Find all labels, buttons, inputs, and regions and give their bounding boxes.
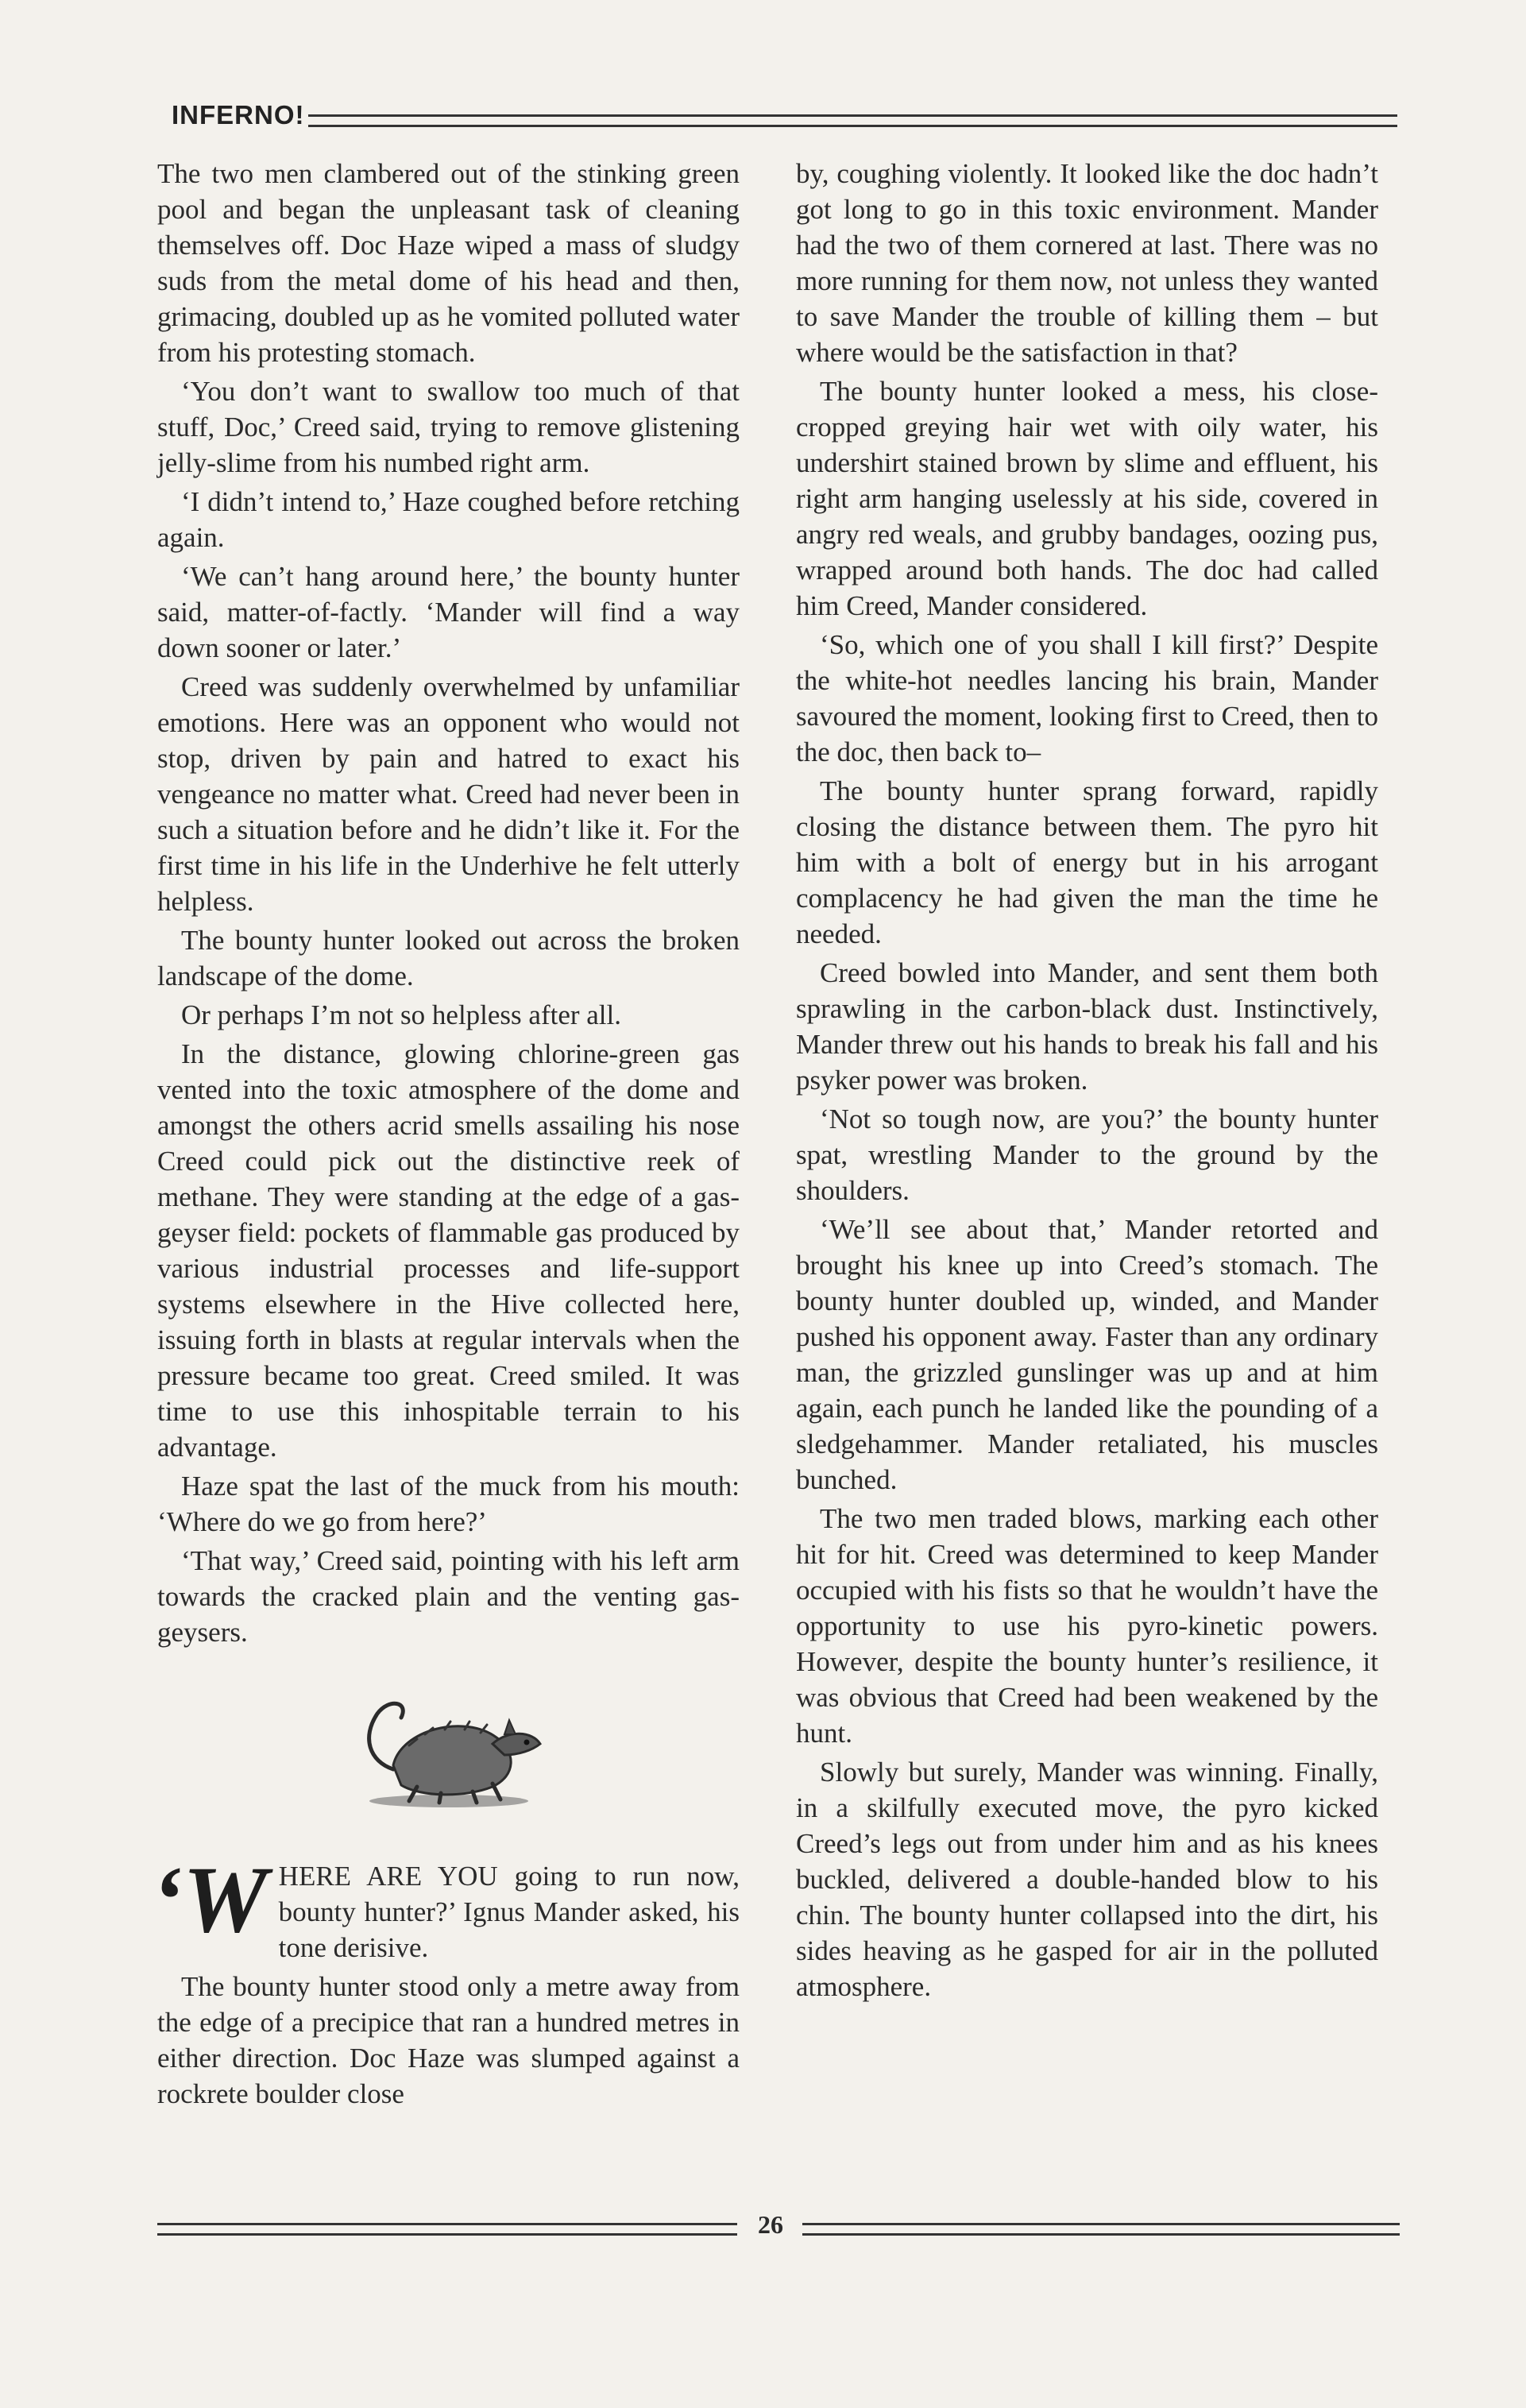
rat-illustration-icon: [346, 1682, 552, 1817]
page-number: 26: [758, 2210, 783, 2239]
paragraph: Creed bowled into Mander, and sent them both sprawling in the carbon-black dust. Instinctively, Mander threw out his hands to break his fall and his psyker power was broken.: [796, 957, 1378, 1096]
running-header-title: INFERNO!: [172, 100, 305, 129]
paragraph: ‘You don’t want to swallow too much of that stuff, Doc,’ Creed said, trying to remove glistening jelly-slime from his numbed right arm.: [157, 376, 740, 478]
paragraph: by, coughing violently. It looked like the doc hadn’t got long to go in this toxic environment. Mander had the two of them cornered at last. There was no more running for them now, not unless they wanted to save Mander the trouble of killing them – but where would be the satisfaction in that?: [796, 158, 1378, 368]
paragraph: The bounty hunter looked a mess, his close-cropped greying hair wet with oily water, his undershirt stained brown by slime and effluent, his right arm hanging uselessly at his side, covered in angry red weals, and grubby bandages, oozing pus, wrapped around both hands. The doc had called him Creed, Mander considered.: [796, 376, 1378, 621]
paragraph: ‘I didn’t intend to,’ Haze coughed before retching again.: [157, 486, 740, 553]
paragraph-italic-thought: Or perhaps I’m not so helpless after all.: [181, 999, 622, 1030]
paragraph: The two men clambered out of the stinking green pool and began the unpleasant task of cleaning themselves off. Doc Haze wiped a mass of sludgy suds from the metal dome of his head and then, grimacing, doubled up as he vomited polluted water from his protesting stomach.: [157, 158, 740, 368]
footer-rule-left: [157, 2223, 737, 2236]
drop-cap-letter: ‘W: [151, 1846, 268, 1952]
paragraph: The bounty hunter sprang forward, rapidly closing the distance between them. The pyro hit him with a bolt of energy but in his arrogant complacency he had given the man the time he needed.: [796, 775, 1378, 949]
paragraph: In the distance, glowing chlorine-green gas vented into the toxic atmosphere of the dome and amongst the others acrid smells assailing his nose Creed could pick out the distinctive reek of methane. They were standing at the edge of a gas-geyser field: pockets of flammable gas produced by various industrial processes and life-support systems elsewhere in the Hive collected here, issuing forth in blasts at regular intervals when the pressure became too great. Creed smiled. It was time to use this inhospitable terrain to his advantage.: [157, 1038, 740, 1463]
paragraph: The bounty hunter stood only a metre away from the edge of a precipice that ran a hundred metres in either direction. Doc Haze was slumped against a rockrete boulder close: [157, 1971, 740, 2109]
drop-cap-paragraph: [151, 1846, 740, 1965]
paragraph: The two men traded blows, marking each other hit for hit. Creed was determined to keep Mander occupied with his fists so that he wouldn’t have the opportunity to use his pyro-kinetic powers. However, despite the bounty hunter’s resilience, it was obvious that Creed had been weakened by the hunt.: [796, 1503, 1378, 1749]
paragraph: Creed was suddenly overwhelmed by unfamiliar emotions. Here was an opponent who would not stop, driven by pain and hatred to exact his vengeance no matter what. Creed had never been in such a situation before and he didn’t like it. For the first time in his life in the Underhive he felt utterly helpless.: [157, 671, 740, 917]
header-double-rule: [308, 114, 1397, 127]
drop-cap-paragraph-text: going to run now, bounty hunter?’ Ignus Mander asked, his tone derisive.: [278, 1861, 740, 1963]
paragraph: ‘That way,’ Creed said, pointing with his left arm towards the cracked plain and the venting gas-geysers.: [157, 1545, 740, 1648]
paragraph: Haze spat the last of the muck from his mouth: ‘Where do we go from here?’: [157, 1471, 740, 1537]
paragraph: ‘So, which one of you shall I kill first?’ Despite the white-hot needles lancing his brain, Mander savoured the moment, looking first to Creed, then to the doc, then back to–: [796, 629, 1378, 767]
paragraph: Slowly but surely, Mander was winning. Finally, in a skilfully executed move, the pyro kicked Creed’s legs out from under him and as his knees buckled, delivered a double-handed blow to his chin. The bounty hunter collapsed into the dirt, his sides heaving as he gasped for air in the polluted atmosphere.: [796, 1757, 1378, 2002]
left-text-column: [151, 156, 740, 2115]
drop-cap-lead-words: HERE ARE YOU: [278, 1861, 498, 1892]
paragraph: ‘We can’t hang around here,’ the bounty hunter said, matter-of-factly. ‘Mander will find a way down sooner or later.’: [157, 561, 740, 663]
footer-rule-right: [802, 2223, 1400, 2236]
right-text-column: [796, 156, 1378, 2008]
paragraph: ‘Not so tough now, are you?’ the bounty hunter spat, wrestling Mander to the ground by the shoulders.: [796, 1104, 1378, 1206]
paragraph: The bounty hunter looked out across the broken landscape of the dome.: [157, 925, 740, 991]
paragraph: ‘We’ll see about that,’ Mander retorted and brought his knee up into Creed’s stomach. The bounty hunter doubled up, winded, and Mander pushed his opponent away. Faster than any ordinary man, the grizzled gunslinger was up and at him again, each punch he landed like the pounding of a sledgehammer. Mander retaliated, his muscles bunched.: [796, 1214, 1378, 1495]
